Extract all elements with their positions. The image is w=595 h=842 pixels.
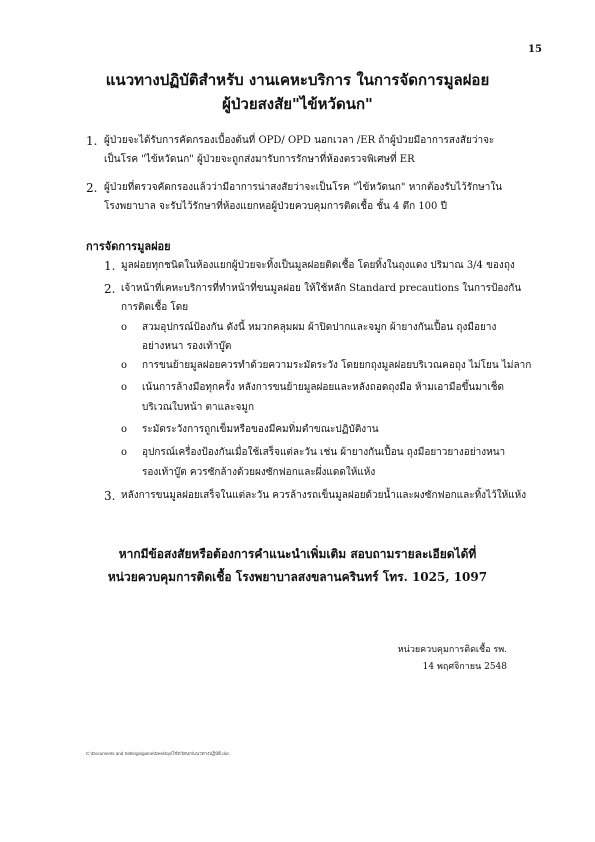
- intro-number-1: 1.: [86, 134, 98, 148]
- item-1-text: มูลฝอยทุกชนิดในห้องแยกผู้ป่วยจะทิ้งเป็นมูลฝอยติดเชื้อ โดยทิ้งในถุงแดง ปริมาณ 3/4 ของถุง: [121, 260, 515, 271]
- bullet-marker-2: o: [121, 360, 128, 371]
- footer-file-path: C:\Documents and Settings\game\Desktop\ไข้หวัดนก\แนวทางปฏิบัติ.doc: [86, 751, 230, 756]
- document-title-line-2: ผู้ป่วยสงสัย"ไข้หวัดนก": [222, 95, 373, 113]
- bullet-marker-3: o: [121, 382, 128, 393]
- section-title: การจัดการมูลฝอย: [86, 240, 171, 253]
- intro-number-2: 2.: [86, 181, 98, 195]
- intro-2-line-1: ผู้ป่วยที่ตรวจคัดกรองแล้วว่ามีอาการน่าสงสัยว่าจะเป็นโรค "ไข้หวัดนก" หากต้องรับไว้รักษาใน: [104, 182, 503, 193]
- signature-date: 14 พฤศจิกายน 2548: [422, 662, 507, 672]
- bullet-4-line-1: ระมัดระวังการถูกเข็มหรือของมีคมทิ่มตำขณะปฏิบัติงาน: [142, 424, 379, 435]
- page-number: 15: [528, 44, 542, 55]
- bullet-marker-5: o: [121, 447, 128, 458]
- intro-1-line-1: ผู้ป่วยจะได้รับการคัดกรองเบื้องต้นที่ OPD/ OPD นอกเวลา /ER ถ้าผู้ป่วยมีอาการสงสัยว่าจะ: [104, 135, 495, 146]
- bullet-marker-4: o: [121, 424, 128, 435]
- signature-unit: หน่วยควบคุมการติดเชื้อ รพ.: [397, 645, 507, 655]
- contact-line-2: หน่วยควบคุมการติดเชื้อ โรงพยาบาลสงขลานครินทร์ โทร. 1025, 1097: [107, 570, 488, 584]
- bullet-marker-1: o: [121, 322, 128, 333]
- item-number-1: 1.: [104, 259, 116, 273]
- contact-line-1: หากมีข้อสงสัยหรือต้องการคำแนะนำเพิ่มเติม สอบถามรายละเอียดได้ที่: [118, 547, 477, 561]
- item-3-text: หลังการขนมูลฝอยเสร็จในแต่ละวัน ควรล้างรถเข็นมูลฝอยด้วยน้ำและผงซักฟอกและทิ้งไว้ให้แห้ง: [121, 490, 527, 501]
- intro-2-line-2: โรงพยาบาล จะรับไว้รักษาที่ห้องแยกหอผู้ป่วยควบคุมการติดเชื้อ ชั้น 4 ตึก 100 ปี: [104, 201, 447, 212]
- bullet-1-line-2: อย่างหนา รองเท้าบู๊ต: [142, 341, 232, 352]
- document-title-line-1: แนวทางปฏิบัติสำหรับ งานเคหะบริการ ในการจัดการมูลฝอย: [105, 71, 490, 89]
- item-2-line-1: เจ้าหน้าที่เคหะบริการที่ทำหน้าที่ขนมูลฝอย ให้ใช้หลัก Standard precautions ในการป้องกัน: [121, 283, 522, 294]
- item-number-3: 3.: [104, 489, 116, 503]
- bullet-5-line-1: อุปกรณ์เครื่องป้องกันเมื่อใช้เสร็จแต่ละวัน เช่น ผ้ายางกันเปื้อน ถุงมือยาวยางอย่างหนา: [142, 447, 506, 458]
- item-2-line-2: การติดเชื้อ โดย: [121, 302, 189, 313]
- bullet-1-line-1: สวมอุปกรณ์ป้องกัน ดังนี้ หมวกคลุมผม ผ้าปิดปากและจมูก ผ้ายางกันเปื้อน ถุงมือยาง: [142, 322, 497, 333]
- bullet-3-line-1: เน้นการล้างมือทุกครั้ง หลังการขนย้ายมูลฝอยและหลังถอดถุงมือ ห้ามเอามือขึ้นมาเช็ด: [142, 382, 505, 393]
- bullet-5-line-2: รองเท้าบู๊ต ควรซักล้างด้วยผงซักฟอกและผึ่งแดดให้แห้ง: [142, 467, 376, 478]
- item-number-2: 2.: [104, 282, 116, 296]
- intro-1-line-2: เป็นโรค "ไข้หวัดนก" ผู้ป่วยจะถูกส่งมารับการรักษาที่ห้องตรวจพิเศษที่ ER: [104, 154, 415, 165]
- bullet-2-line-1: การขนย้ายมูลฝอยควรทำด้วยความระมัดระวัง โดยยกถุงมูลฝอยบริเวณคอถุง ไม่โยน ไม่ลาก: [142, 360, 532, 371]
- bullet-3-line-2: บริเวณใบหน้า ตาและจมูก: [142, 402, 255, 413]
